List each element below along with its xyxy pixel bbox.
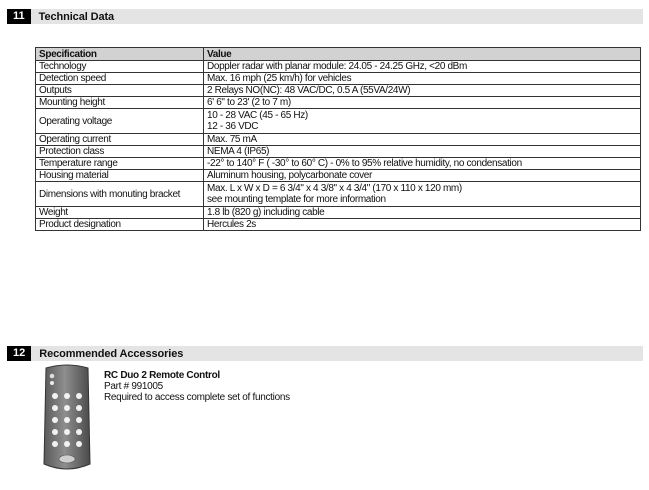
remote-control-icon: [38, 364, 96, 474]
spec-value-line: NEMA 4 (IP65): [207, 146, 270, 157]
spec-value-cell: [204, 219, 641, 231]
spec-value-line: Hercules 2s: [207, 219, 256, 230]
spec-value-line: see mounting template for more information: [207, 194, 386, 205]
spec-value-line: 10 - 28 VAC (45 - 65 Hz): [207, 110, 308, 121]
table-header-row: [36, 48, 641, 61]
spec-name-cell: Weight: [36, 207, 204, 219]
table-row: [36, 170, 641, 182]
section-number: 12: [7, 346, 31, 361]
accessory-name: RC Duo 2 Remote Control: [104, 370, 220, 381]
table-row: [36, 97, 641, 109]
table-row: [36, 158, 641, 170]
spec-name-cell: Operating voltage: [36, 109, 204, 134]
spec-value-line: Max. 16 mph (25 km/h) for vehicles: [207, 73, 352, 84]
table-row: [36, 207, 641, 219]
accessory-item: [104, 370, 290, 403]
section-number: 11: [7, 9, 31, 24]
spec-value-cell: [204, 207, 641, 219]
spec-value-cell: [204, 134, 641, 146]
table-row: [36, 134, 641, 146]
table-row: [36, 219, 641, 231]
spec-name-cell: Product designation: [36, 219, 204, 231]
spec-value-line: 6' 6" to 23' (2 to 7 m): [207, 97, 291, 108]
spec-value-line: -22° to 140° F ( -30° to 60° C) - 0% to 95% relative humidity, no condensation: [207, 158, 522, 169]
spec-value-cell: [204, 61, 641, 73]
spec-value-cell: [204, 146, 641, 158]
accessory-description: Required to access complete set of functions: [104, 392, 290, 403]
spec-value-cell: [204, 109, 641, 134]
spec-value-line: 2 Relays NO(NC): 48 VAC/DC, 0.5 A (55VA/24W): [207, 85, 411, 96]
spec-name-cell: Outputs: [36, 85, 204, 97]
spec-name-cell: Detection speed: [36, 73, 204, 85]
section-header-recommended-accessories: [7, 346, 643, 361]
table-row: [36, 109, 641, 134]
spec-value-cell: [204, 85, 641, 97]
section-header-technical-data: [7, 9, 643, 24]
accessory-part-number: Part # 991005: [104, 381, 163, 392]
table-row: [36, 85, 641, 97]
spec-name-cell: Dimensions with monuting bracket: [36, 182, 204, 207]
spec-name-cell: Housing material: [36, 170, 204, 182]
section-title: Technical Data: [38, 10, 115, 23]
spec-value-line: Max. 75 mA: [207, 134, 257, 145]
spec-value-cell: [204, 158, 641, 170]
spec-value-line: 12 - 36 VDC: [207, 121, 259, 132]
spec-value-line: Max. L x W x D = 6 3/4" x 4 3/8" x 4 3/4" (170 x 110 x 120 mm): [207, 183, 462, 194]
spec-value-line: Aluminum housing, polycarbonate cover: [207, 170, 372, 181]
spec-value-line: Doppler radar with planar module: 24.05 - 24.25 GHz, <20 dBm: [207, 61, 467, 72]
column-header-value: Value: [204, 48, 641, 61]
table-row: [36, 73, 641, 85]
section-title: Recommended Accessories: [39, 347, 184, 360]
technical-data-table: [35, 47, 641, 231]
spec-name-cell: Technology: [36, 61, 204, 73]
spec-name-cell: Mounting height: [36, 97, 204, 109]
spec-name-cell: Temperature range: [36, 158, 204, 170]
spec-value-cell: [204, 182, 641, 207]
spec-value-cell: [204, 73, 641, 85]
column-header-specification: Specification: [36, 48, 204, 61]
spec-name-cell: Protection class: [36, 146, 204, 158]
spec-value-cell: [204, 170, 641, 182]
table-row: [36, 146, 641, 158]
spec-value-line: 1.8 lb (820 g) including cable: [207, 207, 325, 218]
table-row: [36, 61, 641, 73]
table-row: [36, 182, 641, 207]
spec-name-cell: Operating current: [36, 134, 204, 146]
spec-value-cell: [204, 97, 641, 109]
